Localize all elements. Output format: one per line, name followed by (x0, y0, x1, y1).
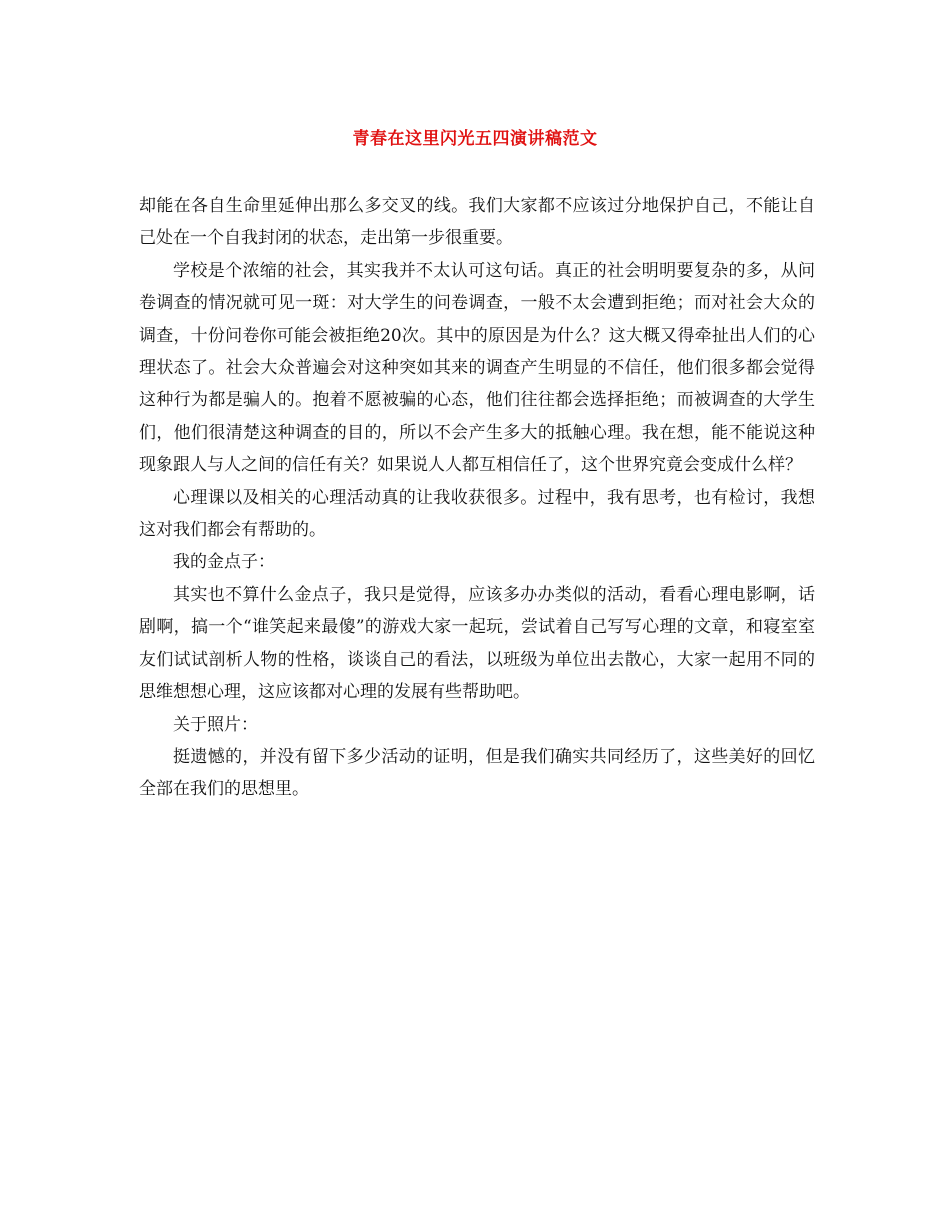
paragraph-photos: 挺遗憾的，并没有留下多少活动的证明，但是我们确实共同经历了，这些美好的回忆全部在我们的思想里。 (139, 746, 815, 800)
paragraph-golden-idea: 其实也不算什么金点子，我只是觉得，应该多办办类似的活动，看看心理电影啊，话剧啊，搞一个“谁笑起来最傻”的游戏大家一起玩，尝试着自己写写心理的文章，和寝室室友们试试剖析人物的性格，谈谈自己的看法，以班级为单位出去散心，大家一起用不同的思维想想心理，这应该都对心理的发展有些帮助吧。 (139, 584, 815, 703)
paragraph-continuation: 却能在各自生命里延伸出那么多交叉的线。我们大家都不应该过分地保护自己，不能让自己处在一个自我封闭的状态，走出第一步很重要。 (139, 196, 815, 249)
document-body (139, 190, 815, 806)
paragraph-school-society: 学校是个浓缩的社会，其实我并不太认可这句话。真正的社会明明要复杂的多，从问卷调查的情况就可见一斑：对大学生的问卷调查，一般不太会遭到拒绝；而对社会大众的调查，十份问卷你可能会被拒绝20次。其中的原因是为什么？这大概又得牵扯出人们的心理状态了。社会大众普遍会对这种突如其来的调查产生明显的不信任，他们很多都会觉得这种行为都是骗人的。抱着不愿被骗的心态，他们往往都会选择拒绝；而被调查的大学生们，他们很清楚这种调查的目的，所以不会产生多大的抵触心理。我在想，能不能说这种现象跟人与人之间的信任有关？如果说人人都互相信任了，这个世界究竟会变成什么样？ (139, 260, 815, 476)
heading-photos: 关于照片： (173, 714, 258, 735)
paragraph-psychology-class: 心理课以及相关的心理活动真的让我收获很多。过程中，我有思考，也有检讨，我想这对我们都会有帮助的。 (139, 487, 815, 541)
heading-golden-idea: 我的金点子： (173, 552, 275, 573)
document-title: 青春在这里闪光五四演讲稿范文 (352, 129, 598, 149)
